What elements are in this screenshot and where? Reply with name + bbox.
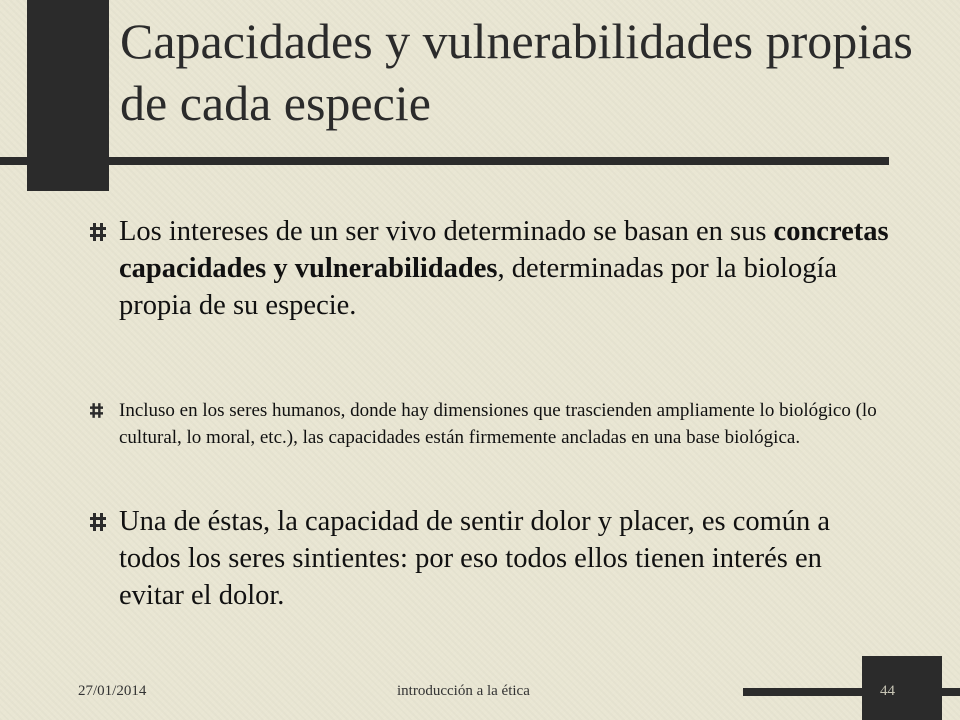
- footer-decoration-block: [862, 656, 942, 720]
- hash-bullet-icon: [90, 513, 106, 531]
- bullet-text-1-part-1: Los intereses de un ser vivo determinado se basan en sus: [119, 216, 774, 247]
- hash-bullet-icon: [90, 223, 106, 241]
- hash-bullet-icon: [90, 403, 103, 418]
- bullet-text-1: [119, 213, 889, 324]
- title-underline-bar: [0, 157, 889, 165]
- footer-date: 27/01/2014: [78, 683, 147, 699]
- bullet-text-1-bold: concretas capacidades y vulnerabilidades: [119, 216, 889, 284]
- slide-title: Capacidades y vulnerabilidades propias de cada especie: [120, 13, 913, 131]
- footer-title: introducción a la ética: [397, 683, 530, 699]
- bullet-text-2: Incluso en los seres humanos, donde hay dimensiones que trascienden ampliamente lo biológico (lo cultural, lo moral, etc.), las capacidades están firmemente ancladas en una base biológica.: [119, 400, 877, 448]
- bullet-text-3: Una de éstas, la capacidad de sentir dolor y placer, es común a todos los seres sintientes: por eso todos ellos tienen interés en evitar el dolor.: [119, 506, 831, 611]
- slide-number: 44: [880, 683, 895, 699]
- bullet-text-1-part-3: , determinadas por la biología propia de su especie.: [119, 253, 838, 321]
